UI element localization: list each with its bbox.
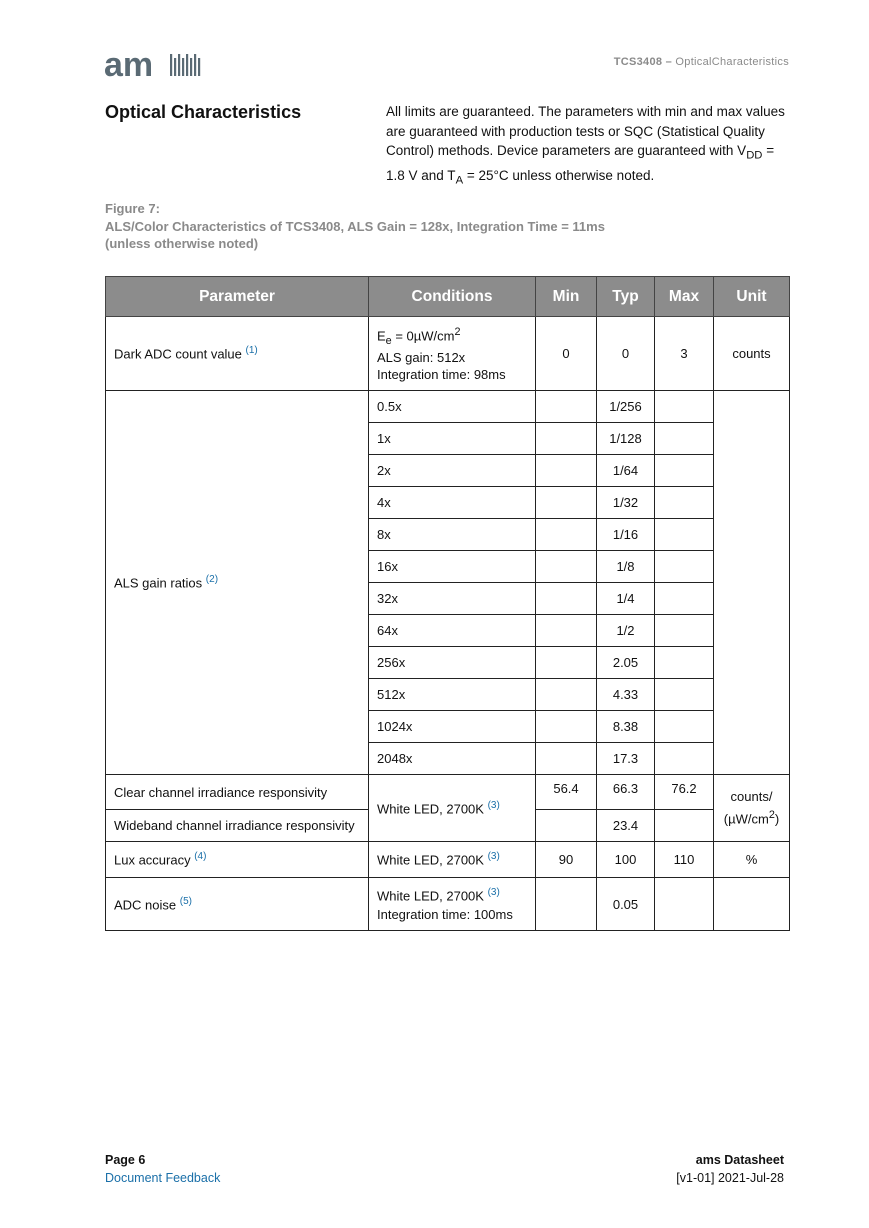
unit-noise: [714, 878, 790, 931]
min-clear: 56.4: [536, 775, 597, 810]
min-gain: [536, 583, 597, 615]
max-clear: 76.2: [655, 775, 714, 810]
min-lux: 90: [536, 842, 597, 878]
max-dark: 3: [655, 317, 714, 391]
max-gain: [655, 711, 714, 743]
footnote-ref: (2): [205, 574, 219, 586]
footer-right: [676, 1151, 784, 1187]
typ-gain: 2.05: [597, 647, 655, 679]
footnote-ref: (4): [194, 851, 207, 863]
footer-version: [v1-01] 2021-Jul-28: [676, 1171, 784, 1185]
param-lux: Lux accuracy $^{(4)}$: [106, 842, 369, 878]
cond-gain: 64x: [369, 615, 536, 647]
page-number: Page 6: [105, 1153, 146, 1167]
header-separator: –: [662, 56, 676, 68]
cond-gain: 4x: [369, 487, 536, 519]
max-gain: [655, 583, 714, 615]
max-gain: [655, 519, 714, 551]
footnote-ref: (3): [487, 887, 500, 899]
max-gain: [655, 551, 714, 583]
typ-gain: 1/256: [597, 391, 655, 423]
header-typ: Typ: [597, 277, 655, 317]
footnote-ref: (5): [179, 895, 192, 907]
param-clear: Clear channel irradiance responsivity: [106, 775, 369, 810]
max-noise: [655, 878, 714, 931]
typ-wide: 23.4: [597, 810, 655, 842]
section-title: Optical Characteristics: [105, 102, 302, 122]
header-section: OpticalCharacteristics: [675, 56, 789, 68]
cond-gain: 16x: [369, 551, 536, 583]
header-parameter: Parameter: [106, 277, 369, 317]
header-max: Max: [655, 277, 714, 317]
max-gain: [655, 615, 714, 647]
header-doc-id: TCS3408: [613, 56, 663, 68]
min-gain: [536, 647, 597, 679]
typ-gain: 1/2: [597, 615, 655, 647]
min-gain: [536, 551, 597, 583]
cond-gain: 32x: [369, 583, 536, 615]
typ-gain: 1/16: [597, 519, 655, 551]
ams-logo: [104, 50, 204, 78]
typ-noise: 0.05: [597, 878, 655, 931]
typ-gain: 4.33: [597, 679, 655, 711]
min-gain: [536, 615, 597, 647]
typ-lux: 100: [597, 842, 655, 878]
max-gain: [655, 743, 714, 775]
typ-gain: 1/32: [597, 487, 655, 519]
max-gain: [655, 647, 714, 679]
footnote-ref: (1): [245, 345, 258, 357]
min-dark: 0: [536, 317, 597, 391]
table-row: [106, 775, 790, 810]
cond-gain: 256x: [369, 647, 536, 679]
cond-gain: 1024x: [369, 711, 536, 743]
header-min: Min: [536, 277, 597, 317]
cond-noise: White LED, 2700K $^{(3)}$ Integration time: 100ms: [369, 878, 536, 931]
param-gain: ALS gain ratios $^{(2)}$: [106, 391, 369, 775]
max-gain: [655, 487, 714, 519]
typ-gain: 1/128: [597, 423, 655, 455]
typ-gain: 1/8: [597, 551, 655, 583]
unit-lux: %: [714, 842, 790, 878]
max-gain: [655, 391, 714, 423]
figure-title: ALS/Color Characteristics of TCS3408, ALS Gain = 128x, Integration Time = 11ms: [105, 218, 605, 234]
min-gain: [536, 391, 597, 423]
min-gain: [536, 455, 597, 487]
min-noise: [536, 878, 597, 931]
min-gain: [536, 679, 597, 711]
min-gain: [536, 487, 597, 519]
table-row: [106, 878, 790, 931]
header-conditions: Conditions: [369, 277, 536, 317]
footnote-ref: (3): [487, 851, 500, 863]
table-row: [106, 317, 790, 391]
min-gain: [536, 519, 597, 551]
max-lux: 110: [655, 842, 714, 878]
characteristics-table: [105, 276, 790, 931]
cond-lux: White LED, 2700K $^{(3)}$: [369, 842, 536, 878]
max-gain: [655, 423, 714, 455]
typ-gain: 8.38: [597, 711, 655, 743]
max-wide: [655, 810, 714, 842]
figure-note: (unless otherwise noted): [105, 236, 259, 251]
header-unit: Unit: [714, 277, 790, 317]
typ-gain: 17.3: [597, 743, 655, 775]
cond-resp: White LED, 2700K $^{(3)}$: [369, 775, 536, 842]
min-wide: [536, 810, 597, 842]
typ-dark: 0: [597, 317, 655, 391]
footer-left: [105, 1151, 220, 1187]
table-row: [106, 842, 790, 878]
footer-brand: ams Datasheet: [695, 1153, 784, 1167]
max-gain: [655, 455, 714, 487]
table-header-row: [106, 277, 790, 317]
figure-label: Figure 7:: [105, 201, 160, 216]
logo-text: am: [104, 50, 154, 78]
cond-dark: $E_e = 0\mu W/cm^2$ ALS gain: 512x Integration time: 98ms: [369, 317, 536, 391]
cond-gain: 0.5x: [369, 391, 536, 423]
min-gain: [536, 743, 597, 775]
typ-clear: 66.3: [597, 775, 655, 810]
min-gain: [536, 423, 597, 455]
param-dark: Dark ADC count value $^{(1)}$: [106, 317, 369, 391]
running-header: [614, 56, 789, 68]
table-row: [106, 391, 790, 423]
cond-gain: 1x: [369, 423, 536, 455]
figure-caption: [105, 200, 725, 253]
cond-gain: 2x: [369, 455, 536, 487]
typ-gain: 1/64: [597, 455, 655, 487]
param-noise: ADC noise $^{(5)}$: [106, 878, 369, 931]
param-wide: Wideband channel irradiance responsivity: [106, 810, 369, 842]
max-gain: [655, 679, 714, 711]
footnote-ref: (3): [487, 799, 500, 811]
cond-gain: 512x: [369, 679, 536, 711]
cond-gain: 8x: [369, 519, 536, 551]
min-gain: [536, 711, 597, 743]
document-feedback-link[interactable]: Document Feedback: [105, 1171, 221, 1185]
unit-dark: counts: [714, 317, 790, 391]
intro-paragraph: All limits are guaranteed. The parameters with min and max values are guaranteed with production tests or SQC (Statistical Quality Control) methods. Device parameters are guaranteed with $V_{DD} = 1.8$ V and $T_A = 25^\circ C$ unless otherwise noted.: [386, 104, 785, 187]
typ-gain: 1/4: [597, 583, 655, 615]
unit-resp: counts/ $(\mu W/cm^2)$: [714, 775, 790, 842]
unit-gain: [714, 391, 790, 775]
cond-gain: 2048x: [369, 743, 536, 775]
logo-bars: [170, 54, 200, 76]
